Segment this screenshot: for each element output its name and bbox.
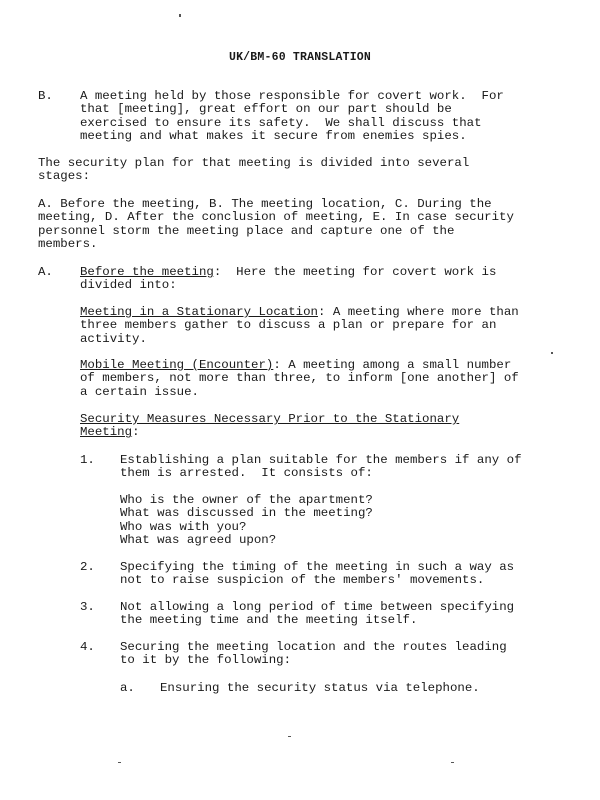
para-b-line: meeting and what makes it secure from enemies spies. — [80, 129, 467, 144]
question-item: What was discussed in the meeting? — [120, 506, 373, 521]
stationary-heading: Meeting in a Stationary Location — [80, 305, 318, 319]
scan-speck — [288, 736, 291, 737]
measures-heading — [80, 413, 459, 440]
item-line: Specifying the timing of the meeting in such a way as — [120, 560, 515, 574]
document-title: UK/BM-60 TRANSLATION — [228, 51, 372, 64]
section-a-text — [80, 266, 496, 293]
mobile-line: of members, not more than three, to inform [one another] of — [80, 371, 519, 386]
item-line: the meeting time and the meeting itself. — [120, 613, 418, 628]
section-a-line: divided into: — [80, 278, 177, 293]
section-a-label: A. — [38, 265, 53, 279]
measures-colon: : — [132, 425, 140, 440]
question-list — [120, 494, 373, 548]
stationary-line: three members gather to discuss a plan or prepare for an — [80, 318, 497, 333]
security-plan-paragraph — [38, 157, 469, 184]
scan-speck — [551, 352, 553, 354]
section-a-heading: Before the meeting — [80, 265, 214, 279]
item-line: Establishing a plan suitable for the members if any of — [120, 453, 522, 467]
stages-line: meeting, D. After the conclusion of meeting, E. In case security — [38, 210, 514, 225]
item-line: Securing the meeting location and the routes leading — [120, 640, 507, 654]
item-line: Not allowing a long period of time between specifying — [120, 600, 515, 614]
stages-line: members. — [38, 237, 98, 252]
mobile-rest: : A meeting among a small number — [273, 358, 512, 372]
stages-line: personnel storm the meeting place and capture one of the — [38, 223, 455, 238]
item-text — [120, 454, 522, 481]
item-line: not to raise suspicion of the members' movements. — [120, 573, 485, 588]
item-text — [120, 561, 514, 588]
item-text — [120, 641, 507, 668]
item-number: 2. — [80, 560, 95, 574]
stages-line: A. Before the meeting, B. The meeting location, C. During the — [38, 197, 492, 211]
item-number: 3. — [80, 600, 95, 614]
mobile-heading: Mobile Meeting (Encounter) — [80, 358, 274, 372]
security-plan-line: The security plan for that meeting is divided into several — [38, 156, 470, 170]
security-plan-line: stages: — [38, 169, 91, 184]
stages-paragraph — [38, 198, 514, 252]
item-number: 4. — [80, 640, 95, 654]
question-item: Who was with you? — [120, 519, 247, 534]
sub-item-label: a. — [120, 681, 135, 695]
mobile-paragraph — [80, 359, 519, 399]
para-b-line: A meeting held by those responsible for covert work. For — [80, 89, 504, 103]
para-b-text — [80, 90, 504, 144]
para-b-line: exercised to ensure its safety. We shall discuss that — [80, 115, 482, 130]
stationary-line: activity. — [80, 331, 147, 346]
stationary-rest: : A meeting where more than — [317, 305, 519, 319]
scan-speck — [451, 762, 454, 763]
stationary-paragraph — [80, 306, 519, 346]
mobile-line: a certain issue. — [80, 384, 199, 399]
measures-heading-line: Meeting — [80, 425, 133, 440]
question-item: What was agreed upon? — [120, 533, 277, 548]
scan-speck — [118, 762, 121, 763]
item-line: to it by the following: — [120, 653, 292, 668]
question-item: Who is the owner of the apartment? — [120, 493, 373, 507]
sub-item-text: Ensuring the security status via telephone. — [160, 681, 480, 695]
item-line: them is arrested. It consists of: — [120, 466, 373, 481]
scan-speck — [179, 14, 181, 17]
item-number: 1. — [80, 453, 95, 467]
section-a-heading-rest: : Here the meeting for covert work is — [213, 265, 497, 279]
measures-heading-line: Security Measures Necessary Prior to the Stationary — [80, 412, 460, 426]
para-b-label: B. — [38, 89, 53, 103]
item-text — [120, 601, 514, 628]
para-b-line: that [meeting], great effort on our part should be — [80, 102, 452, 117]
